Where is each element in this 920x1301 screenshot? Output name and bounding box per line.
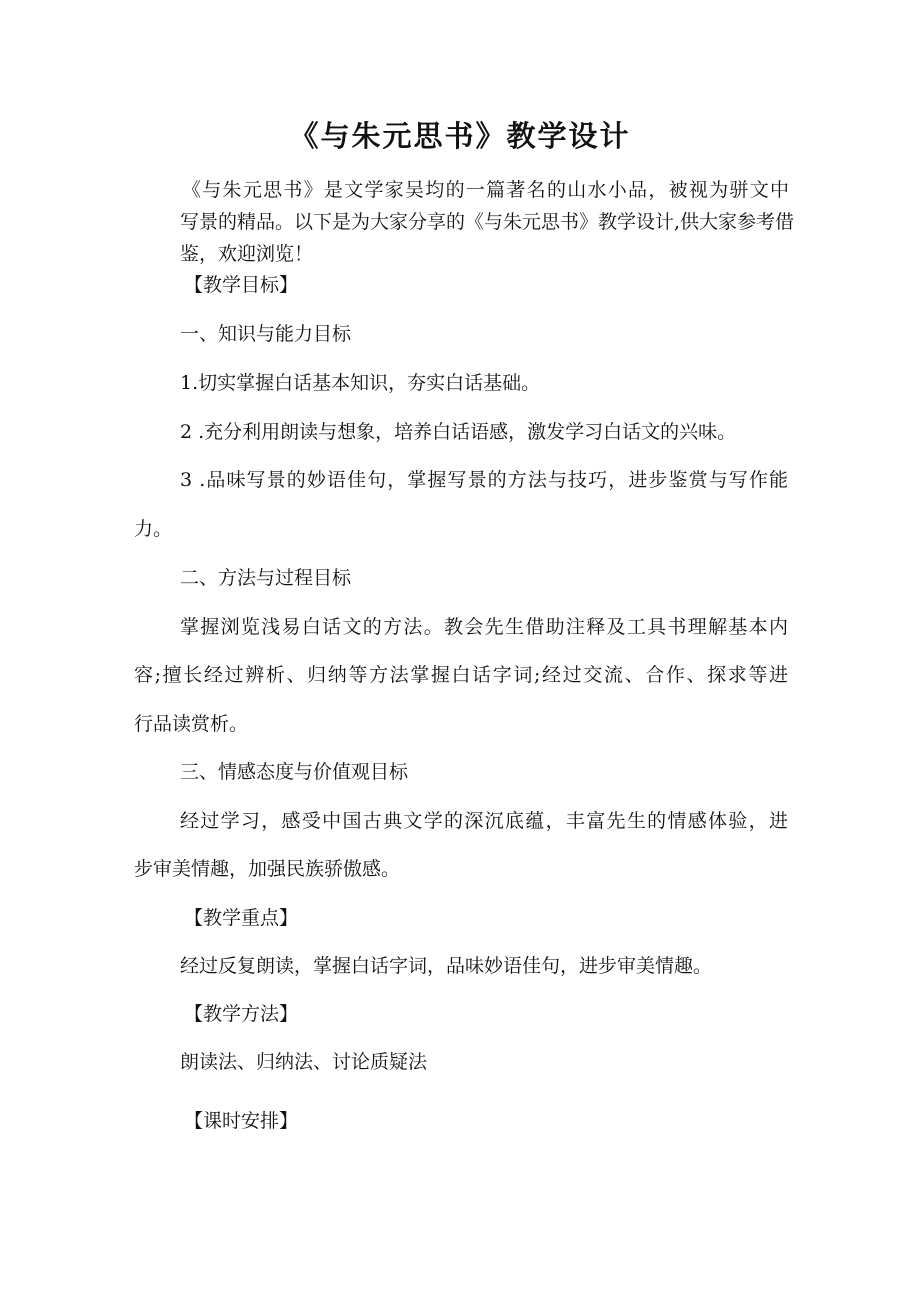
section-heading-method: 【教学方法】	[184, 1003, 299, 1025]
goal2-line-1: 掌握浏览浅易白话文的方法。教会先生借助注释及工具书理解基本内	[180, 616, 788, 638]
goal1-item-3: 3 .品味写景的妙语佳句，掌握写景的方法与技巧，进步鉴赏与写作能	[180, 469, 788, 491]
intro-line-3: 鉴，欢迎浏览！	[180, 243, 314, 265]
section-heading-key: 【教学重点】	[184, 907, 299, 929]
goal2-line-3: 行品读赏析。	[134, 713, 249, 735]
key-text: 经过反复朗读，掌握白话字词，品味妙语佳句，进步审美情趣。	[180, 955, 713, 977]
goal2-line-2: 容;擅长经过辨析、归纳等方法掌握白话字词;经过交流、合作、探求等进	[134, 664, 788, 686]
method-text: 朗读法、归纳法、讨论质疑法	[180, 1051, 428, 1073]
section-heading-goals: 【教学目标】	[184, 274, 299, 296]
goal1-heading: 一、知识与能力目标	[180, 323, 352, 345]
intro-line-2: 写景的精品。以下是为大家分享的《与朱元思书》教学设计,供大家参考借	[180, 211, 795, 233]
goal3-line-1: 经过学习，感受中国古典文学的深沉底蕴，丰富先生的情感体验，进	[180, 810, 788, 832]
goal1-item-3-cont: 力。	[134, 518, 173, 540]
document-title: 《与朱元思书》教学设计	[289, 119, 631, 153]
intro-line-1: 《与朱元思书》是文学家吴均的一篇著名的山水小品，被视为骈文中	[182, 179, 789, 201]
section-heading-schedule: 【课时安排】	[184, 1110, 299, 1132]
goal2-heading: 二、方法与过程目标	[180, 567, 352, 589]
goal3-line-2: 步审美情趣，加强民族骄傲感。	[134, 858, 401, 880]
goal1-item-2: 2 .充分利用朗读与想象，培养白话语感，激发学习白话文的兴味。	[180, 421, 737, 443]
goal1-item-1: 1.切实掌握白话基本知识，夯实白话基础。	[180, 372, 541, 394]
goal3-heading: 三、情感态度与价值观目标	[180, 761, 409, 783]
